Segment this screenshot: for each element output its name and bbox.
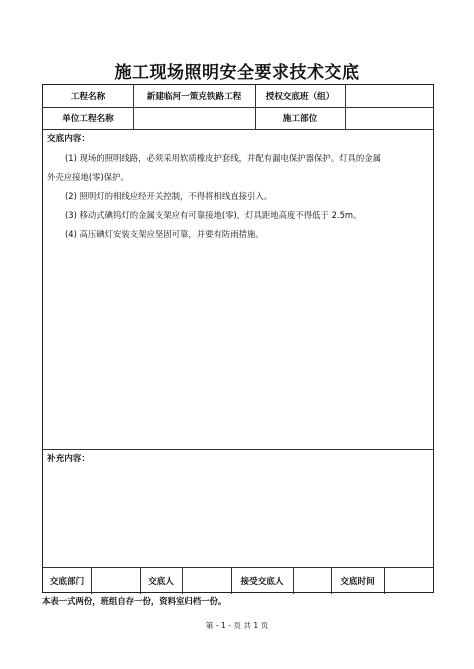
unit-project-value[interactable]: [133, 107, 255, 129]
content-item-1: (1) 现场的照明线路，必须采用软质橡皮护套线，并配有漏电保护器保护。灯具的金属: [65, 153, 382, 163]
content-item-4: (4) 高压碘灯安装支架应坚固可靠，并要有防雨措施。: [65, 229, 264, 239]
disclosure-dept-value[interactable]: [91, 567, 140, 594]
receiver-value[interactable]: [293, 567, 331, 594]
construction-site-value[interactable]: [345, 107, 433, 129]
project-name-label: 工程名称: [70, 92, 106, 102]
row-divider: [43, 449, 433, 450]
disclosure-person-value[interactable]: [182, 567, 231, 594]
page-footer: 第 - 1 - 页 共 1 页: [205, 621, 269, 630]
unit-project-label: 单位工程名称: [62, 114, 114, 124]
disclosure-form-table: [42, 84, 434, 593]
disclosure-time-value[interactable]: [384, 567, 433, 594]
content-section-label: 交底内容：: [47, 134, 90, 144]
content-item-3: (3) 移动式碘钨灯的金属支架应有可靠接地(零)，灯具距地高度不得低于 2.5m。: [65, 210, 362, 220]
row-divider: [43, 129, 433, 130]
content-body: [47, 149, 429, 244]
authorized-team-value[interactable]: [345, 85, 433, 107]
authorized-team-label: 授权交底班（组）: [265, 92, 335, 102]
disclosure-time-label: 交底时间: [340, 576, 375, 587]
content-item-2: (2) 照明灯的相线应经开关控制，不得将相线直接引入。: [65, 191, 273, 201]
content-item-1-continued: 外壳应接地(零)保护。: [47, 172, 129, 182]
document-title: 施工现场照明安全要求技术交底: [114, 63, 360, 83]
construction-site-label: 施工部位: [282, 114, 318, 124]
disclosure-person-label: 交底人: [148, 576, 174, 587]
project-name-value[interactable]: 新建临河一策克铁路工程: [146, 92, 242, 102]
form-note: 本表一式两份，班组自存一份，资料室归档一份。: [42, 596, 227, 606]
disclosure-dept-label: 交底部门: [49, 576, 85, 587]
supplement-section-label: 补充内容：: [47, 454, 90, 464]
receiver-label: 接受交底人: [240, 576, 284, 587]
